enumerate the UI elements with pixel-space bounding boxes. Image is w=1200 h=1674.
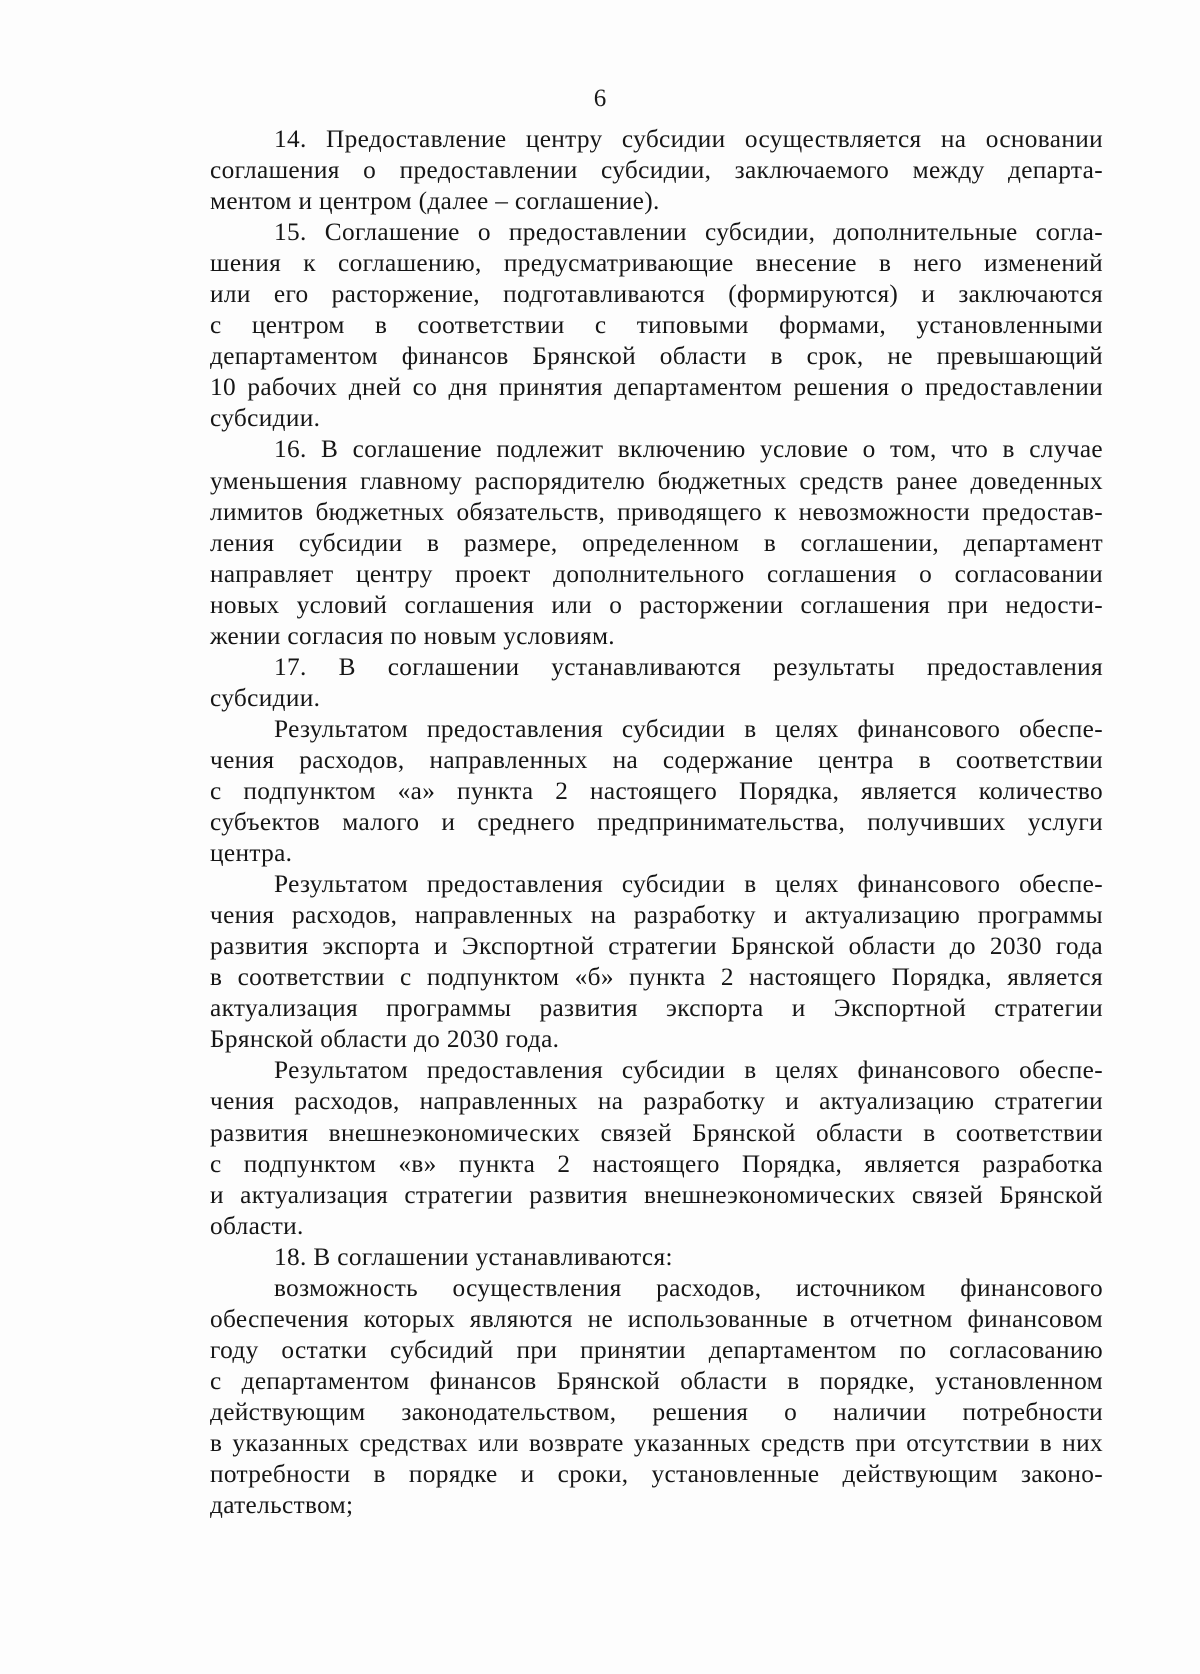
text-line: развития экспорта и Экспортной стратегии Брянской области до 2030 года (210, 932, 1103, 961)
text-line: или его расторжение, подготавливаются (формируются) и заключаются (210, 280, 1103, 309)
text-line: 10 рабочих дней со дня принятия департаментом решения о предоставлении (210, 373, 1103, 402)
text-line: субъектов малого и среднего предпринимательства, получивших услуги (210, 808, 1103, 837)
text-line: действующим законодательством, решения о наличии потребности (210, 1397, 1103, 1426)
text-line: чения расходов, направленных на разработку и актуализацию стратегии (210, 1087, 1103, 1116)
text-line: соглашения о предоставлении субсидии, заключаемого между департа- (210, 156, 1103, 185)
paragraph-p16 (210, 434, 1103, 651)
text-line: в соответствии с подпунктом «б» пункта 2 настоящего Порядка, является (210, 963, 1103, 992)
text-line: потребности в порядке и сроки, установленные действующим законо- (210, 1460, 1103, 1489)
text-line: уменьшения главному распорядителю бюджетных средств ранее доведенных (210, 466, 1103, 495)
paragraph-p17c (210, 1055, 1103, 1241)
text-line: дательством; (210, 1491, 354, 1520)
text-line: развития внешнеэкономических связей Брянской области в соответствии (210, 1118, 1103, 1147)
text-line: субсидии. (210, 404, 321, 433)
paragraph-p14 (210, 124, 1103, 217)
text-line: области. (210, 1211, 304, 1240)
text-line: Результатом предоставления субсидии в целях финансового обеспе- (274, 1056, 1103, 1085)
text-line: центра. (210, 839, 293, 868)
text-line: Результатом предоставления субсидии в целях финансового обеспе- (274, 870, 1103, 899)
text-line: новых условий соглашения или о расторжении соглашения при недости- (210, 590, 1103, 619)
text-line: шения к соглашению, предусматривающие внесение в него изменений (210, 249, 1103, 278)
paragraph-p17b (210, 869, 1103, 1055)
document-body (210, 124, 1103, 1521)
text-line: 17. В соглашении устанавливаются результаты предоставления (274, 652, 1103, 681)
text-line: году остатки субсидий при принятии департаментом по согласованию (210, 1335, 1103, 1364)
text-line: с подпунктом «а» пункта 2 настоящего Порядка, является количество (210, 776, 1103, 805)
text-line: департаментом финансов Брянской области в срок, не превышающий (210, 342, 1103, 371)
paragraph-p15 (210, 217, 1103, 434)
paragraph-p18 (210, 1242, 1103, 1273)
text-line: актуализация программы развития экспорта и Экспортной стратегии (210, 994, 1103, 1023)
text-line: чения расходов, направленных на разработку и актуализацию программы (210, 901, 1103, 930)
text-line: ления субсидии в размере, определенном в соглашении, департамент (210, 528, 1103, 557)
text-line: 16. В соглашение подлежит включению условие о том, что в случае (274, 435, 1103, 464)
text-line: обеспечения которых являются не использованные в отчетном финансовом (210, 1304, 1103, 1333)
text-line: и актуализация стратегии развития внешнеэкономических связей Брянской (210, 1180, 1103, 1209)
text-line: Брянской области до 2030 года. (210, 1025, 560, 1054)
text-line: с подпунктом «в» пункта 2 настоящего Порядка, является разработка (210, 1149, 1103, 1178)
text-line: жении согласия по новым условиям. (210, 621, 615, 650)
text-line: в указанных средствах или возврате указанных средств при отсутствии в них (210, 1428, 1103, 1457)
text-line: ментом и центром (далее – соглашение). (210, 187, 660, 216)
paragraph-p18a (210, 1273, 1103, 1521)
page-number: 6 (593, 85, 607, 112)
text-line: направляет центру проект дополнительного соглашения о согласовании (210, 559, 1103, 588)
text-line: возможность осуществления расходов, источником финансового (274, 1273, 1103, 1302)
text-line: Результатом предоставления субсидии в целях финансового обеспе- (274, 714, 1103, 743)
text-line: лимитов бюджетных обязательств, приводящего к невозможности предостав- (210, 497, 1103, 526)
text-line: с центром в соответствии с типовыми формами, установленными (210, 311, 1103, 340)
text-line: субсидии. (210, 683, 321, 712)
text-line: 18. В соглашении устанавливаются: (274, 1242, 673, 1271)
text-line: с департаментом финансов Брянской области в порядке, установленном (210, 1366, 1103, 1395)
text-line: 15. Соглашение о предоставлении субсидии, дополнительные согла- (274, 218, 1103, 247)
paragraph-p17 (210, 652, 1103, 714)
text-line: 14. Предоставление центру субсидии осуществляется на основании (274, 125, 1103, 153)
paragraph-p17a (210, 714, 1103, 869)
text-line: чения расходов, направленных на содержание центра в соответствии (210, 745, 1103, 774)
